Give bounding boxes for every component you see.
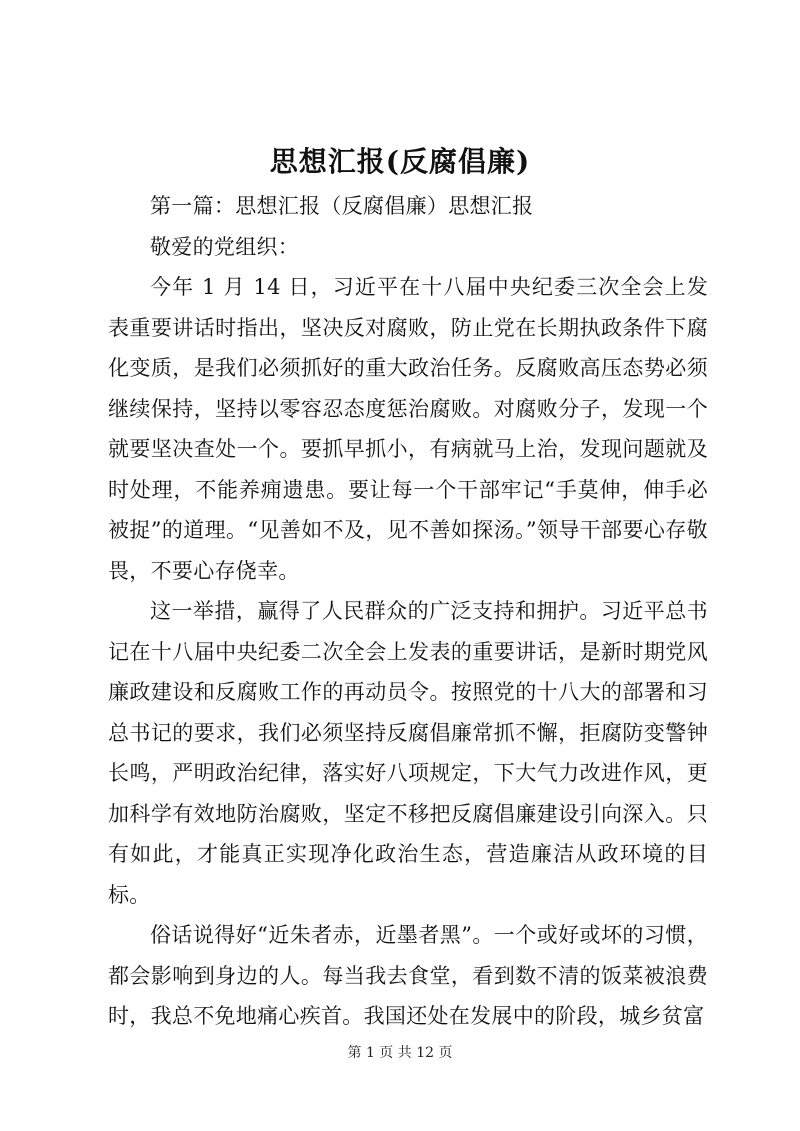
salutation: 敬爱的党组织：: [150, 234, 300, 259]
body-paragraph: 俗话说得好“近朱者赤，近墨者黑”。一个或好或坏的习惯，都会影响到身边的人。每当我去食堂，看到数不清的饭菜被浪费时，我总不免地痛心疾首。我国还处在发展中的阶段，城乡贫富: [108, 923, 708, 1028]
body-paragraph: 这一举措，赢得了人民群众的广泛支持和拥护。习近平总书记在十八届中央纪委二次全会上发表的重要讲话，是新时期党风廉政建设和反腐败工作的再动员令。按照党的十八大的部署和习总书记的要求，我们必须坚持反腐倡廉常抓不懈，拒腐防变警钟长鸣，严明政治纪律，落实好八项规定，下大气力改进作风，更加科学有效地防治腐败，坚定不移把反腐倡廉建设引向深入。只有如此，才能真正实现净化政治生态，营造廉洁从政环境的目标。: [108, 599, 708, 907]
page-footer: [0, 1043, 800, 1063]
section-heading: 第一篇：思想汇报（反腐倡廉）思想汇报: [150, 194, 534, 218]
body-paragraph: 今年 1 月 14 日，习近平在十八届中央纪委三次全会上发表重要讲话时指出，坚决反对腐败，防止党在长期执政条件下腐化变质，是我们必须抓好的重大政治任务。反腐败高压态势必须继续保持，坚持以零容忍态度惩治腐败。对腐败分子，发现一个就要坚决查处一个。要抓早抓小，有病就马上治，发现问题就及时处理，不能养痈遗患。要让每一个干部牢记“手莫伸，伸手必被捉”的道理。“见善如不及，见不善如探汤。”领导干部要心存敬畏，不要心存侥幸。: [108, 275, 708, 583]
page-number: 第 1 页 共 12 页: [347, 1045, 453, 1061]
document-body: [108, 186, 708, 1037]
document-title: 思想汇报(反腐倡廉): [269, 145, 531, 178]
